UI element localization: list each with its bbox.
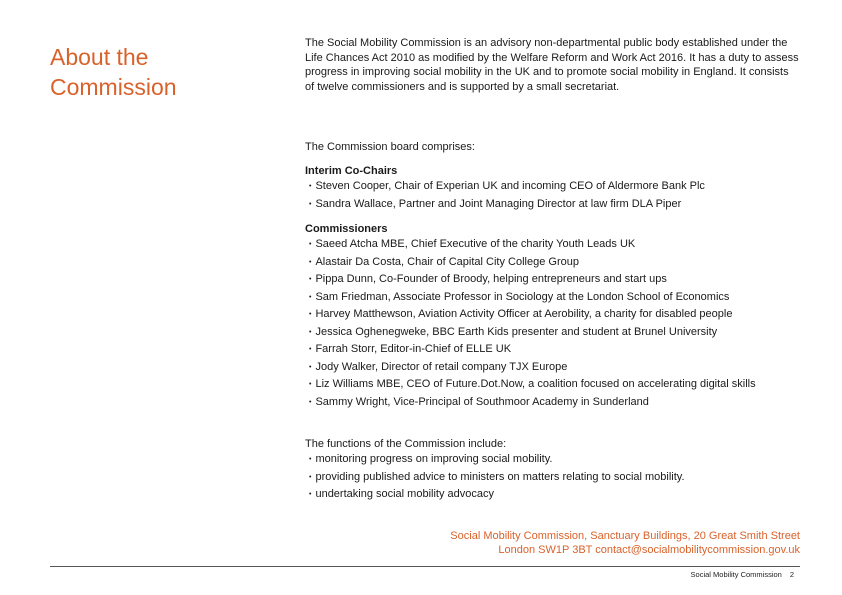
bullet-icon: • xyxy=(309,398,312,406)
list-item xyxy=(305,376,756,394)
list-item-text: undertaking social mobility advocacy xyxy=(315,488,494,500)
list-item xyxy=(305,451,685,469)
list-item-text: Alastair Da Costa, Chair of Capital City College Group xyxy=(315,255,579,268)
commissioners-heading: Commissioners xyxy=(305,223,388,235)
commissioners-section xyxy=(305,222,756,411)
commissioners-list xyxy=(305,236,756,411)
list-item-text: Jody Walker, Director of retail company TJX Europe xyxy=(315,360,568,373)
list-item xyxy=(305,271,756,289)
bullet-icon: • xyxy=(309,456,312,463)
list-item xyxy=(305,289,756,307)
bullet-icon: • xyxy=(309,381,312,388)
bullet-icon: • xyxy=(309,183,312,190)
list-item-text: Pippa Dunn, Co-Founder of Broody, helping entrepreneurs and start ups xyxy=(315,273,667,285)
list-item-text: Sandra Wallace, Partner and Joint Managing Director at law firm DLA Piper xyxy=(315,197,682,210)
list-item-text: Sam Friedman, Associate Professor in Sociology at the London School of Economics xyxy=(315,290,730,303)
list-item xyxy=(305,486,685,504)
bullet-icon: • xyxy=(309,346,312,353)
footer-divider xyxy=(50,566,800,567)
address-line-1: Social Mobility Commission, Sanctuary Buildings, 20 Great Smith Street xyxy=(450,530,800,542)
functions-list xyxy=(305,451,685,504)
list-item xyxy=(305,254,756,272)
page-number: 2 xyxy=(789,570,794,579)
footer-label: Social Mobility Commission xyxy=(690,570,782,579)
list-item xyxy=(305,469,685,487)
list-item xyxy=(305,178,705,196)
co-chairs-section xyxy=(305,164,705,213)
bullet-icon: • xyxy=(309,491,312,498)
list-item xyxy=(305,306,756,324)
co-chairs-list xyxy=(305,178,705,213)
list-item xyxy=(305,236,756,254)
list-item-text: Steven Cooper, Chair of Experian UK and incoming CEO of Aldermore Bank Plc xyxy=(315,180,705,192)
page-footer xyxy=(683,570,794,579)
address-line-2: London SW1P 3BT contact@socialmobilitycommission.gov.uk xyxy=(498,543,800,556)
list-item-text: monitoring progress on improving social mobility. xyxy=(315,453,553,465)
functions-section xyxy=(305,437,685,504)
bullet-icon: • xyxy=(309,363,312,371)
list-item-text: Sammy Wright, Vice-Principal of Southmoor Academy in Sunderland xyxy=(315,395,649,408)
contact-address xyxy=(450,530,800,557)
list-item-text: Liz Williams MBE, CEO of Future.Dot.Now, a coalition focused on accelerating digital skills xyxy=(315,378,756,390)
bullet-icon: • xyxy=(309,276,312,283)
bullet-icon: • xyxy=(309,328,312,336)
list-item-text: Saeed Atcha MBE, Chief Executive of the charity Youth Leads UK xyxy=(315,238,636,250)
bullet-icon: • xyxy=(309,258,312,266)
bullet-icon: • xyxy=(309,241,312,248)
list-item xyxy=(305,359,756,377)
board-lead: The Commission board comprises: xyxy=(305,141,475,153)
bullet-icon: • xyxy=(309,293,312,301)
list-item-text: Farrah Storr, Editor-in-Chief of ELLE UK xyxy=(315,343,512,355)
list-item-text: providing published advice to ministers on matters relating to social mobility. xyxy=(315,470,685,483)
intro-paragraph: The Social Mobility Commission is an advisory non-departmental public body established under the Life Chances Act 2010 as modified by the Welfare Reform and Work Act 2016. It has a duty to assess progress in improving social mobility in the UK and to promote social mobility in England. It consists of twelve commissioners and is supported by a small secretariat. xyxy=(305,37,799,93)
list-item xyxy=(305,341,756,359)
list-item xyxy=(305,324,756,342)
functions-lead: The functions of the Commission include: xyxy=(305,438,507,450)
bullet-icon: • xyxy=(309,311,312,318)
co-chairs-heading: Interim Co-Chairs xyxy=(305,165,398,177)
list-item xyxy=(305,394,756,412)
list-item-text: Harvey Matthewson, Aviation Activity Officer at Aerobility, a charity for disabled people xyxy=(315,308,733,320)
bullet-icon: • xyxy=(309,473,312,481)
list-item-text: Jessica Oghenegweke, BBC Earth Kids presenter and student at Brunel University xyxy=(315,325,718,338)
bullet-icon: • xyxy=(309,200,312,208)
list-item xyxy=(305,196,705,214)
page-title: About the Commission xyxy=(50,44,177,100)
